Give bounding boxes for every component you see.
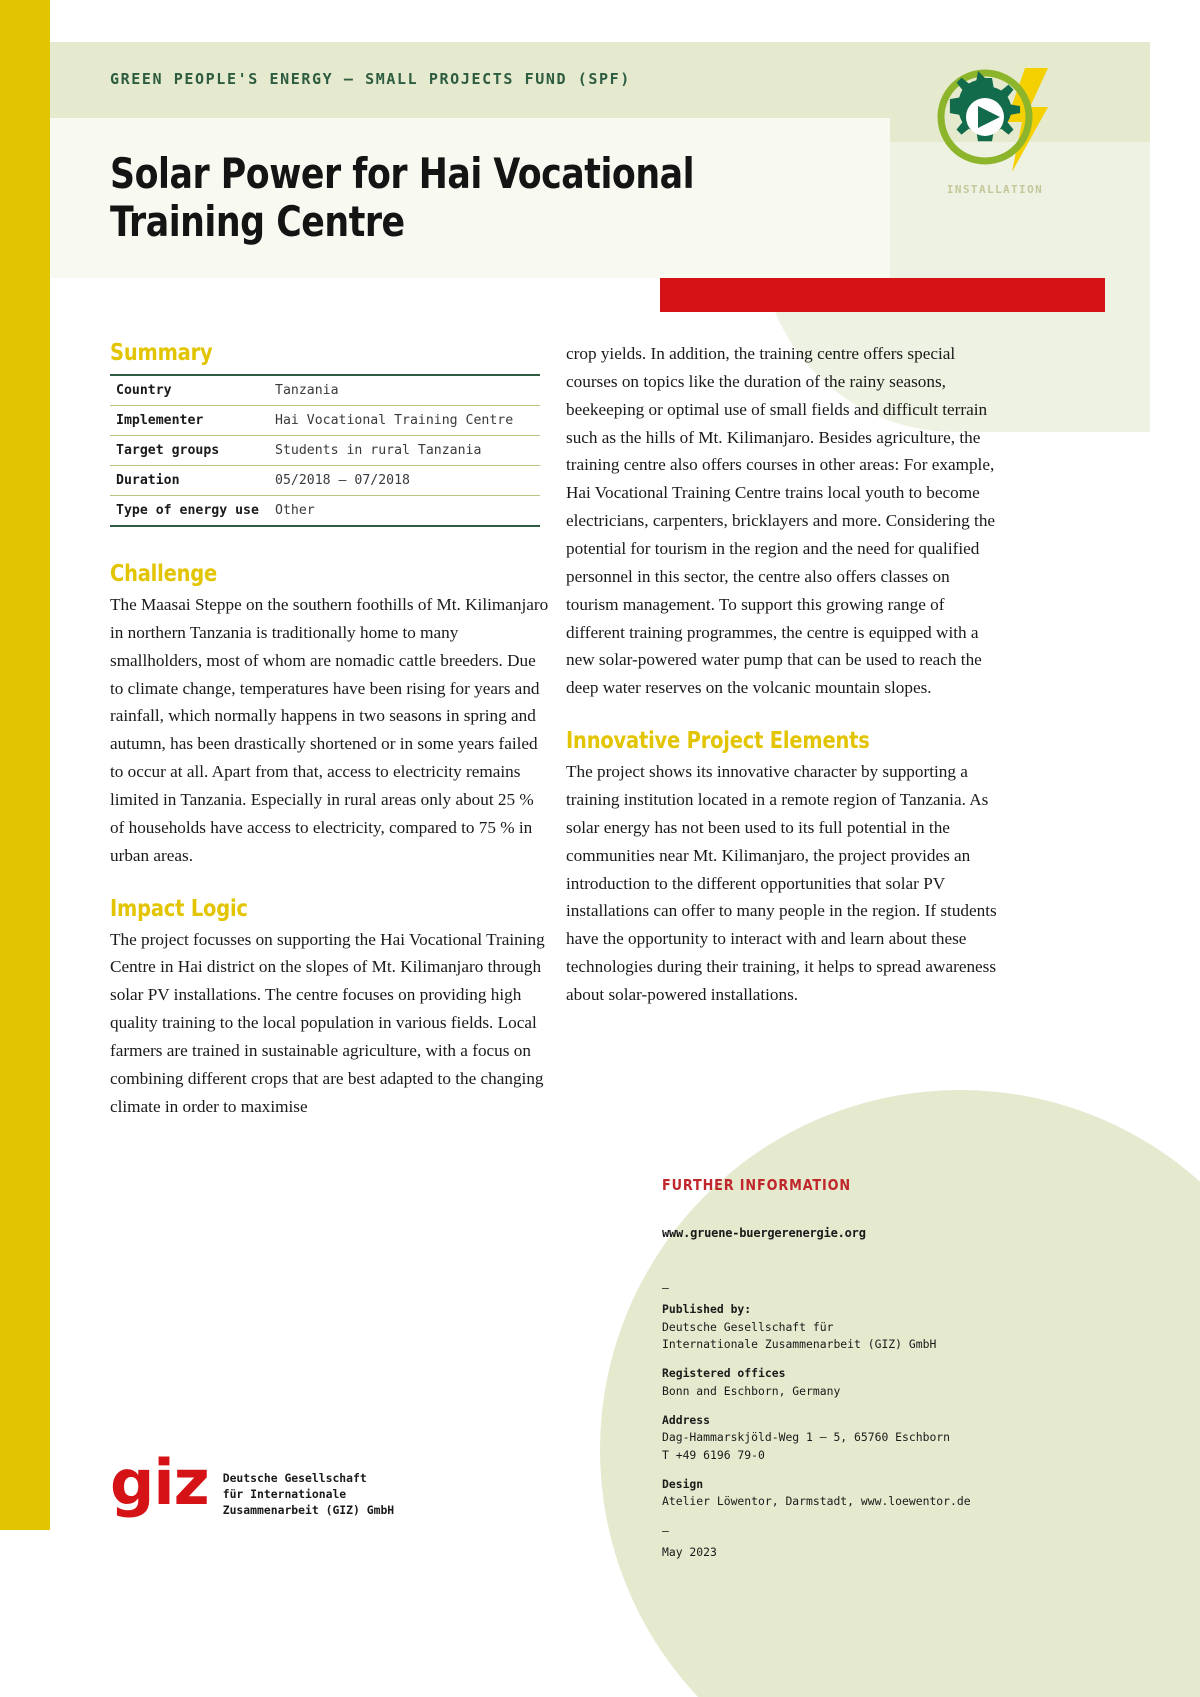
registered-offices-group xyxy=(662,1365,992,1400)
publication-date: May 2023 xyxy=(662,1544,717,1559)
summary-key: Duration xyxy=(116,473,180,488)
gear-bolt-icon xyxy=(930,60,1060,185)
design-label: Design xyxy=(662,1476,704,1491)
summary-value: Tanzania xyxy=(275,383,339,398)
giz-name-line1: Deutsche Gesellschaft xyxy=(222,1471,367,1485)
programme-kicker: GREEN PEOPLE'S ENERGY — SMALL PROJECTS FUND (SPF) xyxy=(110,70,631,88)
published-by-line2: Internationale Zusammenarbeit (GIZ) GmbH xyxy=(662,1336,937,1351)
impact-logic-body-part1: The project focusses on supporting the Hai Vocational Training Centre in Hai district on the slopes of Mt. Kilimanjaro through solar PV installations. The centre focuses on providing high quality training to the local population in various fields. Local farmers are trained in sustainable agriculture, with a focus on combining different crops that are best adapted to the changing climate in order to maximise xyxy=(110,929,545,1116)
table-row xyxy=(110,436,540,466)
summary-table xyxy=(110,374,540,527)
giz-logo xyxy=(110,1446,395,1519)
design-value: Atelier Löwentor, Darmstadt, www.loewentor.de xyxy=(662,1494,971,1509)
summary-heading: Summary xyxy=(110,340,213,366)
table-row xyxy=(110,496,540,527)
summary-value: Hai Vocational Training Centre xyxy=(275,413,514,428)
published-by-line1: Deutsche Gesellschaft für xyxy=(662,1319,834,1334)
address-line2: T +49 6196 79-0 xyxy=(662,1447,765,1462)
summary-value: Students in rural Tanzania xyxy=(275,443,482,458)
giz-name-line3: Zusammenarbeit (GIZ) GmbH xyxy=(222,1503,395,1518)
installation-badge xyxy=(930,60,1060,220)
badge-label: INSTALLATION xyxy=(946,183,1044,196)
summary-value: 05/2018 – 07/2018 xyxy=(275,473,410,488)
challenge-body: The Maasai Steppe on the southern foothills of Mt. Kilimanjaro in northern Tanzania is traditionally home to many smallholders, most of whom are nomadic cattle breeders. Due to climate change, temperatures have been rising for years and rainfall, which normally happens in two seasons in spring and autumn, has been drastically shortened or in some years failed to occur at all. Apart from that, access to electricity remains limited in Tanzania. Especially in rural areas only about 25 % of households have access to electricity, compared to 75 % in urban areas. xyxy=(110,595,549,865)
impact-logic-body-part2: crop yields. In addition, the training centre offers special courses on topics like the duration of the rainy seasons, beekeeping or optimal use of small fields and difficult terrain such as the hills of Mt. Kilimanjaro. Besides agriculture, the training centre also offers courses in other areas: For example, Hai Vocational Training Centre trains local youth to become electricians, carpenters, bricklayers and more. Considering the potential for tourism in the region and the need for qualified personnel in this sector, the centre also offers classes on tourism management. To support this growing range of different training programmes, the centre is equipped with a new solar-powered water pump that can be used to reach the deep water reserves on the volcanic mountain slopes. xyxy=(566,344,996,698)
left-yellow-spine xyxy=(0,0,50,1530)
imprint-divider-bottom: — xyxy=(662,1523,669,1538)
left-column xyxy=(110,340,550,1121)
innovative-heading: Innovative Project Elements xyxy=(566,728,870,755)
summary-key: Country xyxy=(116,383,172,398)
table-row xyxy=(110,466,540,496)
imprint-divider-top: — xyxy=(662,1281,669,1295)
registered-offices-value: Bonn and Eschborn, Germany xyxy=(662,1383,841,1398)
address-group xyxy=(662,1412,992,1464)
further-information-block xyxy=(662,1176,992,1561)
right-column xyxy=(566,340,1006,1035)
page-title: Solar Power for Hai Vocational Training Centre xyxy=(110,149,695,247)
innovative-body: The project shows its innovative character by supporting a training institution located in a remote region of Tanzania. As solar energy has not been used to its full potential in the communities near Mt. Kilimanjaro, the project provides an introduction to the different opportunities that solar PV installations can offer to many people in the region. If students have the opportunity to interact with and learn about these technologies during their training, it helps to spread awareness about solar-powered installations. xyxy=(566,762,997,1005)
red-accent-bar xyxy=(660,278,1105,312)
giz-wordmark: giz xyxy=(110,1446,209,1519)
imprint xyxy=(662,1280,992,1561)
design-group xyxy=(662,1476,992,1511)
published-by-label: Published by: xyxy=(662,1302,752,1317)
summary-key: Target groups xyxy=(116,443,220,458)
giz-full-name xyxy=(223,1470,394,1519)
address-label: Address xyxy=(662,1412,711,1427)
further-information-title: FURTHER INFORMATION xyxy=(662,1176,851,1194)
challenge-heading: Challenge xyxy=(110,561,218,587)
summary-key: Type of energy use xyxy=(116,503,259,518)
summary-value: Other xyxy=(275,503,315,518)
impact-logic-heading: Impact Logic xyxy=(110,895,248,922)
summary-key: Implementer xyxy=(116,413,204,428)
published-by-group xyxy=(662,1301,992,1353)
giz-name-line2: für Internationale xyxy=(222,1487,347,1502)
table-row xyxy=(110,406,540,436)
table-row xyxy=(110,375,540,406)
registered-offices-label: Registered offices xyxy=(662,1366,786,1381)
further-information-url[interactable]: www.gruene-buergerenergie.org xyxy=(662,1226,866,1240)
address-line1: Dag-Hammarskjöld-Weg 1 – 5, 65760 Eschborn xyxy=(662,1430,951,1445)
